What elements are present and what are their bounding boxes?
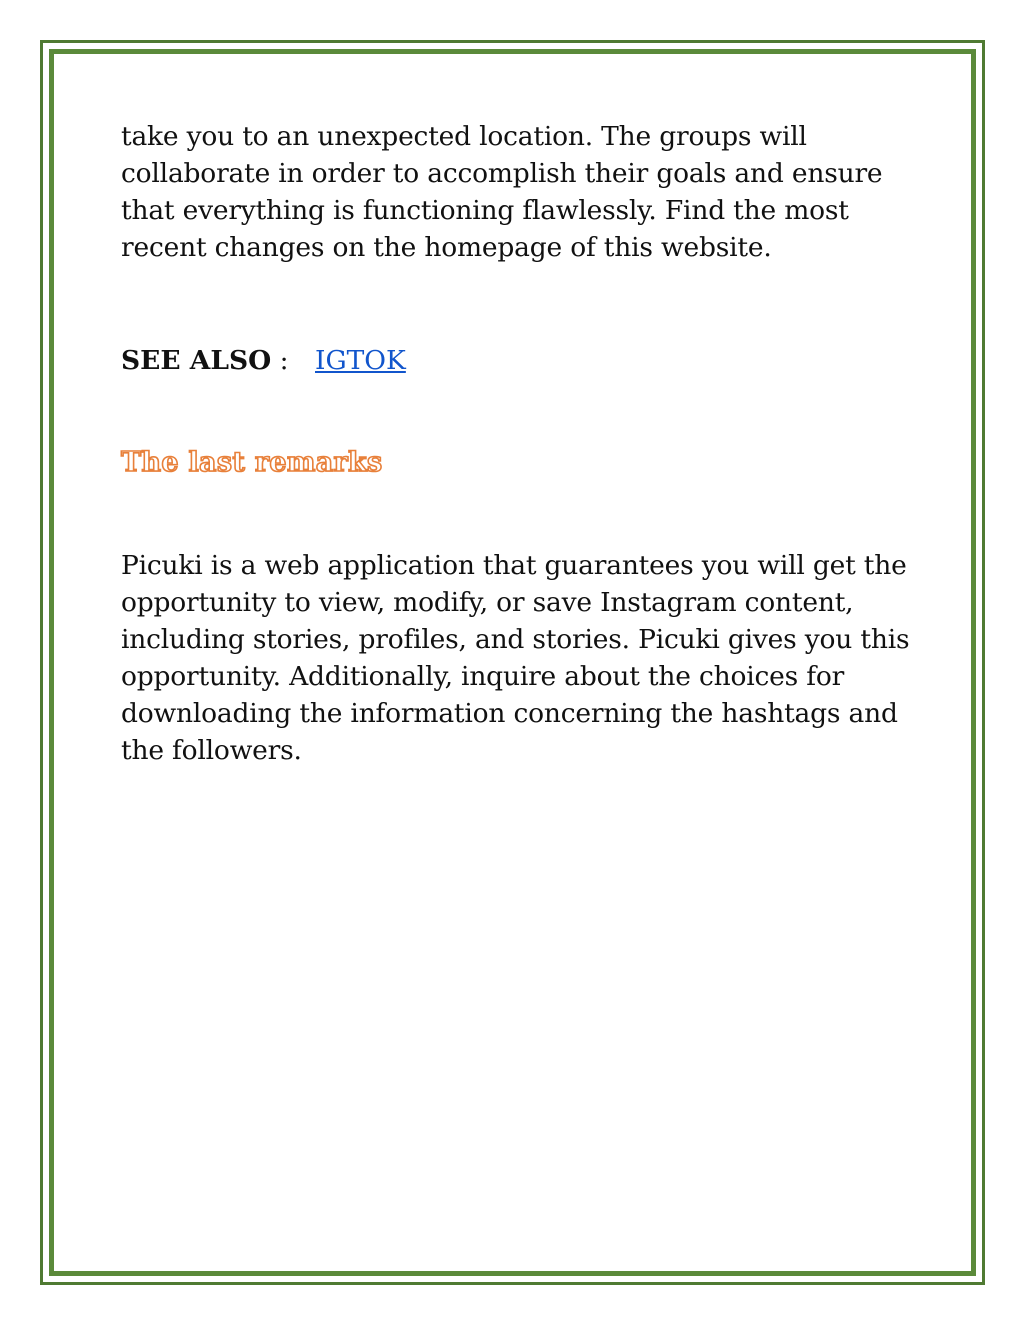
intro-paragraph: take you to an unexpected location. The groups will collaborate in order to accomplish their goals and ensure that everything is functioning flawlessly. Find the most recent changes on the homepage of this website. bbox=[121, 121, 883, 263]
see-also-label: SEE ALSO bbox=[121, 345, 272, 376]
see-also-separator: : bbox=[279, 345, 289, 376]
closing-paragraph: Picuki is a web application that guarantees you will get the opportunity to view, modify, or save Instagram content, including stories, profiles, and stories. Picuki gives you this opportunity. Additionally, inquire about the choices for downloading the information concerning the hashtags and the followers. bbox=[121, 550, 910, 766]
section-heading: The last remarks bbox=[121, 447, 383, 478]
page-content bbox=[121, 118, 911, 769]
see-also-line bbox=[121, 342, 911, 379]
igtok-link[interactable]: IGTOK bbox=[315, 345, 406, 376]
